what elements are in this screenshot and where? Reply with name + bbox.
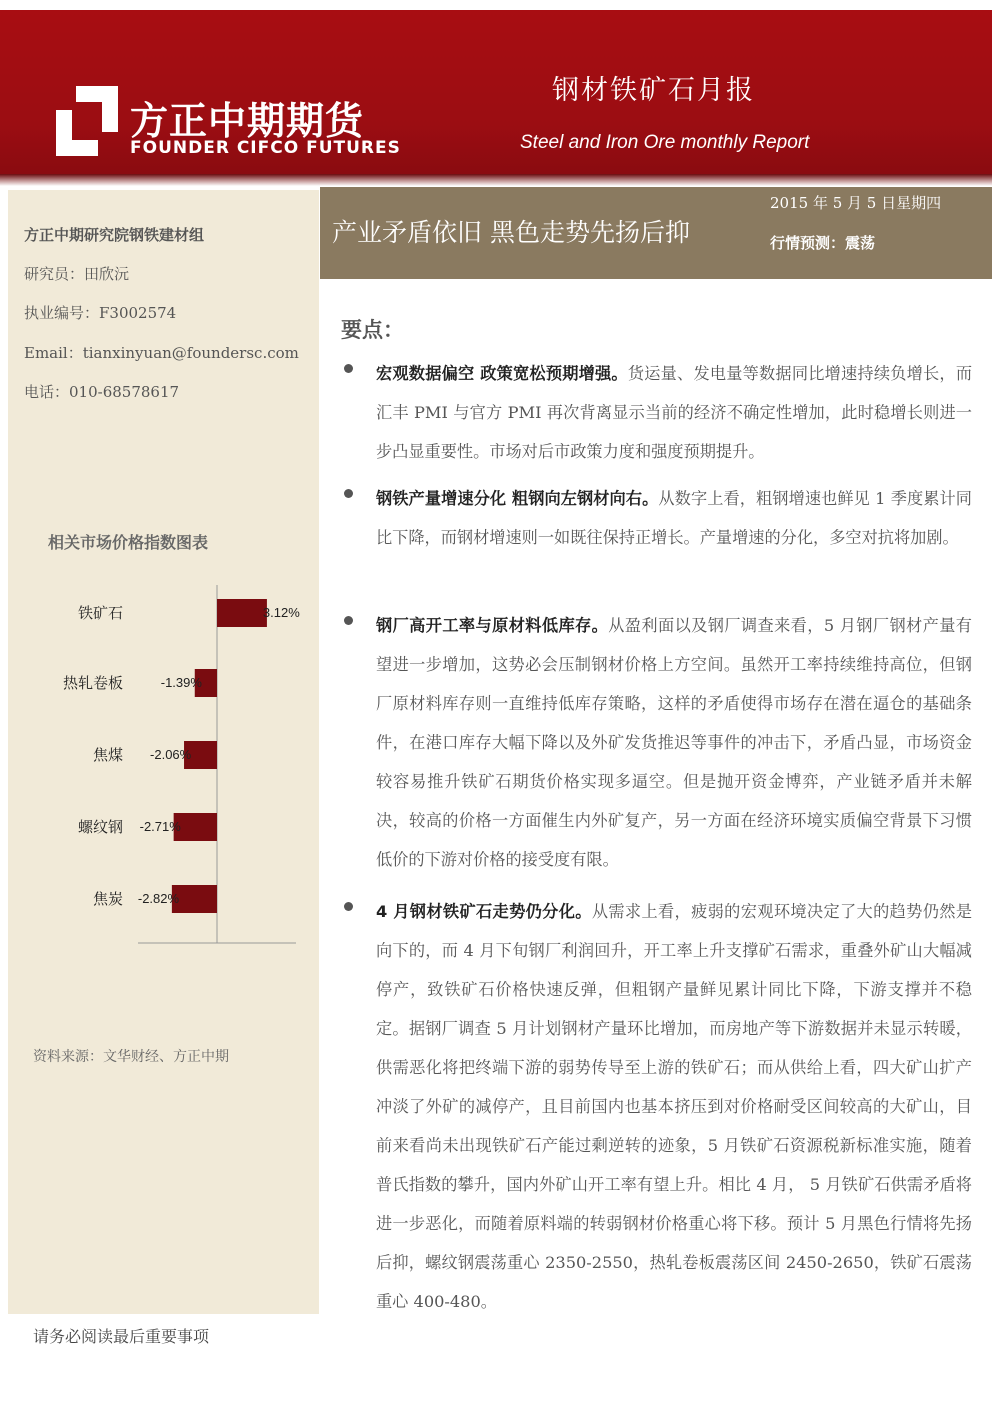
report-title-cn: 钢材铁矿石月报 <box>552 75 755 106</box>
keypoint-text <box>376 606 972 879</box>
keypoint-item <box>340 606 972 879</box>
keypoint-text <box>376 354 972 471</box>
report-header <box>0 10 992 174</box>
keypoint-item <box>340 892 972 1321</box>
chart-category-label: 螺纹钢 <box>77 818 123 836</box>
chart-bar <box>217 599 267 627</box>
founder-logo-icon <box>56 86 118 156</box>
chart-data-label: -1.39% <box>160 675 202 690</box>
chart-data-label: -2.71% <box>139 819 181 834</box>
chart-heading: 相关市场价格指数图表 <box>48 533 209 552</box>
report-headline: 产业矛盾依旧 黑色走势先扬后抑 <box>332 218 690 247</box>
market-forecast: 行情预测：震荡 <box>770 234 876 252</box>
chart-category-label: 焦煤 <box>92 746 123 764</box>
keypoints-title: 要点： <box>341 318 404 342</box>
chart-category-label: 焦炭 <box>92 890 123 908</box>
license-number: 执业编号：F3002574 <box>24 304 177 322</box>
chart-category-label: 铁矿石 <box>77 604 123 622</box>
chart-data-label: -2.06% <box>150 747 192 762</box>
chart-data-label: 3.12% <box>262 605 300 620</box>
keypoint-body: 从需求上看，疲弱的宏观环境决定了大的趋势仍然是向下的，而 4 月下旬钢厂利润回升，开工率上升支撑矿石需求，重叠外矿山大幅减停产，致铁矿石价格快速反弹，但粗钢产量鲜见累计同比下降，下游支撑并不稳定。据钢厂调查 5 月计划钢材产量环比增加，而房地产等下游数据并未显示转暖，供需恶化将把终端下游的弱势传导至上游的铁矿石；而从供给上看，四大矿山扩产冲淡了外矿的减停产，且目前国内也基本挤压到对价格耐受区间较高的大矿山，目前来看尚未出现铁矿石产能过剩逆转的迹象，5 月铁矿石资源税新标准实施，随着普氏指数的攀升，国内外矿山开工率有望上升。相比 4 月， 5 月铁矿石供需矛盾将进一步恶化，而随着原料端的转弱钢材价格重心将下移。预计 5 月黑色行情将先扬后抑，螺纹钢震荡重心 2350-2550，热轧卷板震荡区间 2450-2650，铁矿石震荡重心 400-480。 <box>376 902 973 1311</box>
keypoint-lead: 钢铁产量增速分化 粗钢向左钢材向右。 <box>376 489 659 508</box>
phone-number: 电话：010-68578617 <box>24 383 180 401</box>
keypoint-item <box>340 354 972 471</box>
chart-category-label: 热轧卷板 <box>62 674 123 692</box>
keypoint-body: 货运量、发电量等数据同比增速持续负增长，而汇丰 PMI 与官方 PMI 再次背离显示当前的经济不确定性增加，此时稳增长则进一步凸显重要性。市场对后市政策力度和强度预期提升。 <box>376 364 973 461</box>
report-title-en: Steel and Iron Ore monthly Report <box>520 132 810 153</box>
bullet-icon <box>344 489 353 498</box>
company-name-cn: 方正中期期货 <box>130 99 365 143</box>
keypoint-lead: 宏观数据偏空 政策宽松预期增强。 <box>376 364 628 383</box>
email-address[interactable]: Email：tianxinyuan@foundersc.com <box>24 344 299 362</box>
header-divider <box>0 174 992 186</box>
title-band <box>320 187 992 279</box>
researcher-name: 研究员：田欣沅 <box>24 265 130 283</box>
disclaimer-note: 请务必阅读最后重要事项 <box>33 1327 210 1346</box>
chart-data-label: -2.82% <box>137 891 180 906</box>
keypoint-body: 从数字上看，粗钢增速也鲜见 1 季度累计同比下降，而钢材增速则一如既往保持正增长。产量增速的分化，多空对抗将加剧。 <box>376 489 972 547</box>
research-group: 方正中期研究院钢铁建材组 <box>24 226 205 244</box>
keypoint-lead: 4 月钢材铁矿石走势仍分化。 <box>376 902 592 921</box>
bullet-icon <box>344 616 353 625</box>
bullet-icon <box>344 902 353 911</box>
company-name-en: FOUNDER CIFCO FUTURES <box>130 138 401 158</box>
keypoint-text <box>376 892 972 1321</box>
report-date: 2015 年 5 月 5 日星期四 <box>770 194 942 212</box>
bullet-icon <box>344 364 353 373</box>
keypoint-body: 从盈利面以及钢厂调查来看，5 月钢厂钢材产量有望进一步增加，这势必会压制钢材价格上方空间。虽然开工率持续维持高位，但钢厂原材料库存则一直维持低库存策略，这样的矛盾使得市场存在潜在逼仓的基础条件，在港口库存大幅下降以及外矿发货推迟等事件的冲击下，矛盾凸显，市场资金较容易推升铁矿石期货价格实现多逼空。但是抛开资金博弈，产业链矛盾并未解决，较高的价格一方面催生内外矿复产，另一方面在经济环境实质偏空背景下习惯低价的下游对价格的接受度有限。 <box>376 616 972 869</box>
data-source: 资料来源：文华财经、方正中期 <box>33 1049 229 1065</box>
keypoint-lead: 钢厂高开工率与原材料低库存。 <box>376 616 609 635</box>
keypoint-item <box>340 479 972 557</box>
price-index-bar-chart <box>30 585 310 955</box>
keypoint-text <box>376 479 972 557</box>
